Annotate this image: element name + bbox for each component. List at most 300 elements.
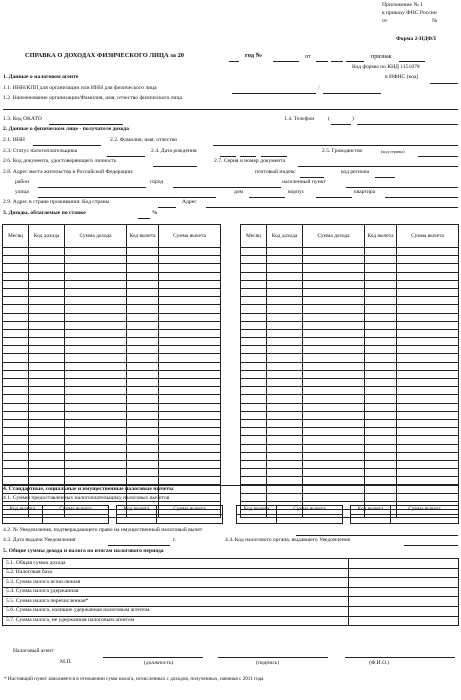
income-code-cell[interactable] xyxy=(267,403,303,411)
income-sum-cell[interactable] xyxy=(65,256,127,264)
deduction-code-cell[interactable] xyxy=(127,428,159,436)
totals-row-value[interactable] xyxy=(349,597,459,607)
deduction-sum-cell[interactable] xyxy=(397,288,459,296)
month-cell[interactable] xyxy=(241,436,267,444)
deduction-code-cell[interactable] xyxy=(365,469,397,477)
income-code-cell[interactable] xyxy=(29,280,65,288)
month-cell[interactable] xyxy=(241,264,267,272)
deduction-code-cell[interactable] xyxy=(365,313,397,321)
month-cell[interactable] xyxy=(241,354,267,362)
income-code-cell[interactable] xyxy=(29,403,65,411)
deduction-sum-cell[interactable] xyxy=(397,264,459,272)
deduction-code-cell[interactable] xyxy=(365,280,397,288)
income-code-cell[interactable] xyxy=(267,280,303,288)
income-sum-cell[interactable] xyxy=(65,313,127,321)
deduction-code-cell[interactable] xyxy=(127,264,159,272)
deduction-sum-cell[interactable] xyxy=(397,370,459,378)
deduction-code-cell[interactable] xyxy=(127,321,159,329)
deduction-sum-cell[interactable] xyxy=(159,321,221,329)
settlement-field[interactable] xyxy=(346,187,458,188)
agent-inn-field[interactable] xyxy=(232,93,316,94)
deduction-sum-cell[interactable] xyxy=(159,272,221,280)
income-sum-cell[interactable] xyxy=(303,272,365,280)
birth-month-field[interactable] xyxy=(240,156,256,157)
income-sum-cell[interactable] xyxy=(65,477,127,485)
income-sum-cell[interactable] xyxy=(65,428,127,436)
month-cell[interactable] xyxy=(3,362,29,370)
deduction-code-cell[interactable] xyxy=(365,305,397,313)
deduction-code-cell[interactable] xyxy=(365,379,397,387)
deduction-code-cell[interactable] xyxy=(127,460,159,468)
totals-row-value[interactable] xyxy=(349,606,459,616)
income-sum-cell[interactable] xyxy=(303,256,365,264)
month-cell[interactable] xyxy=(3,354,29,362)
deduction-code-cell[interactable] xyxy=(351,515,391,524)
income-code-cell[interactable] xyxy=(29,272,65,280)
month-cell[interactable] xyxy=(3,370,29,378)
year-field[interactable] xyxy=(229,61,239,62)
income-code-cell[interactable] xyxy=(267,411,303,419)
deduction-sum-cell[interactable] xyxy=(397,297,459,305)
building-field[interactable] xyxy=(316,197,352,198)
deduction-code-cell[interactable] xyxy=(127,288,159,296)
ifns-code-field[interactable] xyxy=(430,83,458,84)
citizenship-field[interactable] xyxy=(418,156,458,157)
month-cell[interactable] xyxy=(241,256,267,264)
document-code-field[interactable] xyxy=(153,166,197,167)
deduction-code-cell[interactable] xyxy=(365,493,397,501)
income-code-cell[interactable] xyxy=(29,305,65,313)
deduction-sum-cell[interactable] xyxy=(397,452,459,460)
deduction-code-cell[interactable] xyxy=(365,444,397,452)
income-code-cell[interactable] xyxy=(267,469,303,477)
deduction-code-cell[interactable] xyxy=(127,313,159,321)
income-code-cell[interactable] xyxy=(29,428,65,436)
deduction-code-cell[interactable] xyxy=(365,248,397,256)
sign-field[interactable] xyxy=(399,61,425,62)
month-cell[interactable] xyxy=(241,272,267,280)
month-cell[interactable] xyxy=(3,329,29,337)
income-sum-cell[interactable] xyxy=(303,477,365,485)
deduction-sum-cell[interactable] xyxy=(397,338,459,346)
income-sum-cell[interactable] xyxy=(65,379,127,387)
month-cell[interactable] xyxy=(241,403,267,411)
birth-day-field[interactable] xyxy=(220,156,236,157)
month-cell[interactable] xyxy=(241,469,267,477)
income-code-cell[interactable] xyxy=(267,248,303,256)
deduction-sum-cell[interactable] xyxy=(159,477,221,485)
income-sum-cell[interactable] xyxy=(303,395,365,403)
month-cell[interactable] xyxy=(3,379,29,387)
month-cell[interactable] xyxy=(241,411,267,419)
income-sum-cell[interactable] xyxy=(303,305,365,313)
income-sum-cell[interactable] xyxy=(303,460,365,468)
income-sum-cell[interactable] xyxy=(65,370,127,378)
income-sum-cell[interactable] xyxy=(303,248,365,256)
city-field[interactable] xyxy=(173,187,281,188)
deduction-code-cell[interactable] xyxy=(127,329,159,337)
month-cell[interactable] xyxy=(241,248,267,256)
income-sum-cell[interactable] xyxy=(65,264,127,272)
deduction-code-cell[interactable] xyxy=(127,387,159,395)
income-code-cell[interactable] xyxy=(267,428,303,436)
income-sum-cell[interactable] xyxy=(65,452,127,460)
deduction-sum-cell[interactable] xyxy=(397,387,459,395)
income-sum-cell[interactable] xyxy=(303,436,365,444)
deduction-code-cell[interactable] xyxy=(127,256,159,264)
income-sum-cell[interactable] xyxy=(303,411,365,419)
phone-area-code-field[interactable] xyxy=(331,124,351,125)
income-sum-cell[interactable] xyxy=(303,354,365,362)
deduction-sum-cell[interactable] xyxy=(397,411,459,419)
income-code-cell[interactable] xyxy=(267,436,303,444)
deduction-sum-cell[interactable] xyxy=(397,485,459,493)
deduction-code-cell[interactable] xyxy=(127,370,159,378)
income-code-cell[interactable] xyxy=(29,387,65,395)
month-cell[interactable] xyxy=(3,288,29,296)
month-cell[interactable] xyxy=(3,272,29,280)
totals-row-value[interactable] xyxy=(349,616,459,626)
month-cell[interactable] xyxy=(3,419,29,427)
income-sum-cell[interactable] xyxy=(65,469,127,477)
deduction-sum-cell[interactable] xyxy=(397,436,459,444)
deduction-sum-cell[interactable] xyxy=(159,297,221,305)
deduction-code-cell[interactable] xyxy=(127,272,159,280)
totals-row-value[interactable] xyxy=(349,578,459,588)
deduction-code-cell[interactable] xyxy=(127,346,159,354)
month-cell[interactable] xyxy=(241,477,267,485)
income-code-cell[interactable] xyxy=(267,329,303,337)
income-sum-cell[interactable] xyxy=(65,288,127,296)
deduction-sum-cell[interactable] xyxy=(397,272,459,280)
month-cell[interactable] xyxy=(3,248,29,256)
month-cell[interactable] xyxy=(241,338,267,346)
deduction-sum-cell[interactable] xyxy=(159,354,221,362)
month-cell[interactable] xyxy=(241,452,267,460)
month-cell[interactable] xyxy=(241,370,267,378)
deduction-code-cell[interactable] xyxy=(127,362,159,370)
recipient-fio-field[interactable] xyxy=(213,145,458,146)
month-cell[interactable] xyxy=(241,305,267,313)
month-cell[interactable] xyxy=(3,460,29,468)
deduction-code-cell[interactable] xyxy=(365,264,397,272)
month-cell[interactable] xyxy=(241,379,267,387)
income-code-cell[interactable] xyxy=(267,387,303,395)
signature-field[interactable] xyxy=(218,657,328,658)
deduction-code-cell[interactable] xyxy=(365,321,397,329)
income-code-cell[interactable] xyxy=(267,370,303,378)
income-code-cell[interactable] xyxy=(267,256,303,264)
income-code-cell[interactable] xyxy=(267,362,303,370)
district-field[interactable] xyxy=(38,187,146,188)
income-sum-cell[interactable] xyxy=(65,395,127,403)
deduction-code-cell[interactable] xyxy=(365,338,397,346)
deduction-sum-cell[interactable] xyxy=(397,346,459,354)
deduction-code-cell[interactable] xyxy=(365,477,397,485)
deduction-code-cell[interactable] xyxy=(365,428,397,436)
birth-year-field[interactable] xyxy=(261,156,287,157)
deduction-sum-cell[interactable] xyxy=(159,248,221,256)
document-number-field[interactable] xyxy=(298,166,458,167)
deduction-sum-cell[interactable] xyxy=(159,460,221,468)
income-code-cell[interactable] xyxy=(267,379,303,387)
deduction-code-cell[interactable] xyxy=(127,280,159,288)
deduction-code-cell[interactable] xyxy=(127,379,159,387)
deduction-sum-cell[interactable] xyxy=(397,354,459,362)
month-cell[interactable] xyxy=(3,477,29,485)
deduction-sum-cell[interactable] xyxy=(43,515,109,524)
income-sum-cell[interactable] xyxy=(65,362,127,370)
income-sum-cell[interactable] xyxy=(65,305,127,313)
income-code-cell[interactable] xyxy=(267,338,303,346)
income-code-cell[interactable] xyxy=(29,256,65,264)
income-sum-cell[interactable] xyxy=(65,387,127,395)
deduction-code-cell[interactable] xyxy=(127,477,159,485)
deduction-code-cell[interactable] xyxy=(365,460,397,468)
income-code-cell[interactable] xyxy=(29,313,65,321)
deduction-sum-cell[interactable] xyxy=(397,403,459,411)
deduction-sum-cell[interactable] xyxy=(159,305,221,313)
income-code-cell[interactable] xyxy=(267,452,303,460)
deduction-code-cell[interactable] xyxy=(365,256,397,264)
deduction-sum-cell[interactable] xyxy=(159,370,221,378)
income-sum-cell[interactable] xyxy=(303,485,365,493)
deduction-sum-cell[interactable] xyxy=(397,477,459,485)
income-sum-cell[interactable] xyxy=(303,403,365,411)
phone-number-field[interactable] xyxy=(357,124,458,125)
deduction-code-cell[interactable] xyxy=(365,370,397,378)
deduction-sum-cell[interactable] xyxy=(159,395,221,403)
income-code-cell[interactable] xyxy=(267,444,303,452)
deduction-sum-cell[interactable] xyxy=(159,428,221,436)
deduction-sum-cell[interactable] xyxy=(397,313,459,321)
deduction-code-cell[interactable] xyxy=(365,362,397,370)
deduction-sum-cell[interactable] xyxy=(159,264,221,272)
okato-field[interactable] xyxy=(49,124,123,125)
month-cell[interactable] xyxy=(3,305,29,313)
deduction-sum-cell[interactable] xyxy=(277,515,343,524)
income-code-cell[interactable] xyxy=(267,272,303,280)
month-cell[interactable] xyxy=(3,321,29,329)
deduction-code-cell[interactable] xyxy=(127,411,159,419)
date-day-field[interactable] xyxy=(316,61,328,62)
deduction-sum-cell[interactable] xyxy=(397,395,459,403)
deduction-code-cell[interactable] xyxy=(365,346,397,354)
month-cell[interactable] xyxy=(3,428,29,436)
income-code-cell[interactable] xyxy=(29,354,65,362)
region-code-field[interactable] xyxy=(375,177,395,178)
agent-name-field[interactable] xyxy=(3,109,458,110)
income-code-cell[interactable] xyxy=(29,338,65,346)
month-cell[interactable] xyxy=(3,395,29,403)
deduction-code-cell[interactable] xyxy=(237,515,277,524)
income-code-cell[interactable] xyxy=(267,305,303,313)
deduction-code-cell[interactable] xyxy=(127,444,159,452)
fio-field[interactable] xyxy=(345,657,455,658)
deduction-code-cell[interactable] xyxy=(365,288,397,296)
position-field[interactable] xyxy=(103,657,203,658)
income-sum-cell[interactable] xyxy=(65,354,127,362)
income-sum-cell[interactable] xyxy=(65,444,127,452)
deduction-code-cell[interactable] xyxy=(127,452,159,460)
month-cell[interactable] xyxy=(3,444,29,452)
date-month-field[interactable] xyxy=(331,61,343,62)
income-sum-cell[interactable] xyxy=(303,264,365,272)
month-cell[interactable] xyxy=(241,280,267,288)
deduction-code-cell[interactable] xyxy=(365,395,397,403)
income-code-cell[interactable] xyxy=(29,379,65,387)
income-sum-cell[interactable] xyxy=(65,321,127,329)
month-cell[interactable] xyxy=(241,321,267,329)
deduction-code-cell[interactable] xyxy=(127,395,159,403)
totals-row-value[interactable] xyxy=(349,587,459,597)
deduction-code-cell[interactable] xyxy=(365,485,397,493)
apartment-field[interactable] xyxy=(385,197,458,198)
deduction-sum-cell[interactable] xyxy=(159,362,221,370)
income-sum-cell[interactable] xyxy=(65,280,127,288)
deduction-code-cell[interactable] xyxy=(3,515,43,524)
foreign-country-code-field[interactable] xyxy=(158,207,176,208)
month-cell[interactable] xyxy=(241,444,267,452)
income-code-cell[interactable] xyxy=(29,460,65,468)
month-cell[interactable] xyxy=(3,436,29,444)
income-sum-cell[interactable] xyxy=(65,346,127,354)
deduction-sum-cell[interactable] xyxy=(397,469,459,477)
month-cell[interactable] xyxy=(3,403,29,411)
deduction-sum-cell[interactable] xyxy=(159,280,221,288)
deduction-sum-cell[interactable] xyxy=(159,313,221,321)
month-cell[interactable] xyxy=(241,493,267,501)
deduction-sum-cell[interactable] xyxy=(159,387,221,395)
income-code-cell[interactable] xyxy=(267,321,303,329)
deduction-code-cell[interactable] xyxy=(127,354,159,362)
income-code-cell[interactable] xyxy=(29,452,65,460)
month-cell[interactable] xyxy=(3,452,29,460)
income-sum-cell[interactable] xyxy=(303,428,365,436)
month-cell[interactable] xyxy=(3,411,29,419)
deduction-sum-cell[interactable] xyxy=(397,419,459,427)
notice-date-field[interactable] xyxy=(108,545,170,546)
notice-number-field[interactable] xyxy=(296,535,458,536)
income-code-cell[interactable] xyxy=(29,362,65,370)
income-code-cell[interactable] xyxy=(267,395,303,403)
deduction-sum-cell[interactable] xyxy=(159,256,221,264)
deduction-sum-cell[interactable] xyxy=(159,403,221,411)
income-sum-cell[interactable] xyxy=(65,436,127,444)
certificate-number-field[interactable] xyxy=(273,61,299,62)
deduction-sum-cell[interactable] xyxy=(159,411,221,419)
deduction-sum-cell[interactable] xyxy=(159,444,221,452)
income-sum-cell[interactable] xyxy=(303,419,365,427)
month-cell[interactable] xyxy=(241,428,267,436)
deduction-sum-cell[interactable] xyxy=(159,346,221,354)
income-code-cell[interactable] xyxy=(29,469,65,477)
deduction-code-cell[interactable] xyxy=(365,387,397,395)
income-sum-cell[interactable] xyxy=(303,493,365,501)
income-sum-cell[interactable] xyxy=(65,460,127,468)
month-cell[interactable] xyxy=(3,280,29,288)
deduction-code-cell[interactable] xyxy=(127,297,159,305)
totals-row-value[interactable] xyxy=(349,568,459,578)
month-cell[interactable] xyxy=(3,264,29,272)
income-code-cell[interactable] xyxy=(267,264,303,272)
month-cell[interactable] xyxy=(241,297,267,305)
income-code-cell[interactable] xyxy=(29,419,65,427)
income-sum-cell[interactable] xyxy=(65,338,127,346)
income-code-cell[interactable] xyxy=(29,297,65,305)
income-code-cell[interactable] xyxy=(29,288,65,296)
tax-rate-field[interactable] xyxy=(138,218,150,219)
month-cell[interactable] xyxy=(241,288,267,296)
notice-org-field[interactable] xyxy=(404,545,458,546)
income-sum-cell[interactable] xyxy=(303,362,365,370)
income-code-cell[interactable] xyxy=(29,477,65,485)
deduction-sum-cell[interactable] xyxy=(159,452,221,460)
deduction-sum-cell[interactable] xyxy=(159,338,221,346)
deduction-code-cell[interactable] xyxy=(127,305,159,313)
month-cell[interactable] xyxy=(3,256,29,264)
income-sum-cell[interactable] xyxy=(65,411,127,419)
income-sum-cell[interactable] xyxy=(303,313,365,321)
income-sum-cell[interactable] xyxy=(303,346,365,354)
deduction-sum-cell[interactable] xyxy=(159,288,221,296)
deduction-code-cell[interactable] xyxy=(365,329,397,337)
income-sum-cell[interactable] xyxy=(65,419,127,427)
deduction-code-cell[interactable] xyxy=(365,452,397,460)
deduction-sum-cell[interactable] xyxy=(159,419,221,427)
deduction-code-cell[interactable] xyxy=(365,436,397,444)
income-code-cell[interactable] xyxy=(29,370,65,378)
deduction-code-cell[interactable] xyxy=(127,469,159,477)
totals-row-value[interactable] xyxy=(349,559,459,569)
deduction-sum-cell[interactable] xyxy=(159,469,221,477)
month-cell[interactable] xyxy=(241,419,267,427)
month-cell[interactable] xyxy=(3,469,29,477)
income-sum-cell[interactable] xyxy=(65,272,127,280)
income-code-cell[interactable] xyxy=(267,346,303,354)
date-year-field[interactable] xyxy=(346,61,364,62)
income-sum-cell[interactable] xyxy=(303,387,365,395)
deduction-code-cell[interactable] xyxy=(365,354,397,362)
income-code-cell[interactable] xyxy=(267,297,303,305)
deduction-sum-cell[interactable] xyxy=(397,280,459,288)
month-cell[interactable] xyxy=(241,362,267,370)
income-code-cell[interactable] xyxy=(267,313,303,321)
income-code-cell[interactable] xyxy=(29,395,65,403)
deduction-code-cell[interactable] xyxy=(365,403,397,411)
deduction-sum-cell[interactable] xyxy=(397,444,459,452)
deduction-code-cell[interactable] xyxy=(127,403,159,411)
month-cell[interactable] xyxy=(241,460,267,468)
income-sum-cell[interactable] xyxy=(303,280,365,288)
month-cell[interactable] xyxy=(241,329,267,337)
income-sum-cell[interactable] xyxy=(303,321,365,329)
month-cell[interactable] xyxy=(241,346,267,354)
deduction-code-cell[interactable] xyxy=(365,272,397,280)
agent-kpp-field[interactable] xyxy=(323,93,381,94)
income-sum-cell[interactable] xyxy=(303,469,365,477)
deduction-code-cell[interactable] xyxy=(365,297,397,305)
income-code-cell[interactable] xyxy=(267,354,303,362)
deduction-sum-cell[interactable] xyxy=(391,515,459,524)
income-sum-cell[interactable] xyxy=(303,379,365,387)
deduction-sum-cell[interactable] xyxy=(397,362,459,370)
taxpayer-status-field[interactable] xyxy=(107,156,145,157)
recipient-inn-field[interactable] xyxy=(33,145,101,146)
month-cell[interactable] xyxy=(241,313,267,321)
income-sum-cell[interactable] xyxy=(303,288,365,296)
street-field[interactable] xyxy=(38,197,216,198)
